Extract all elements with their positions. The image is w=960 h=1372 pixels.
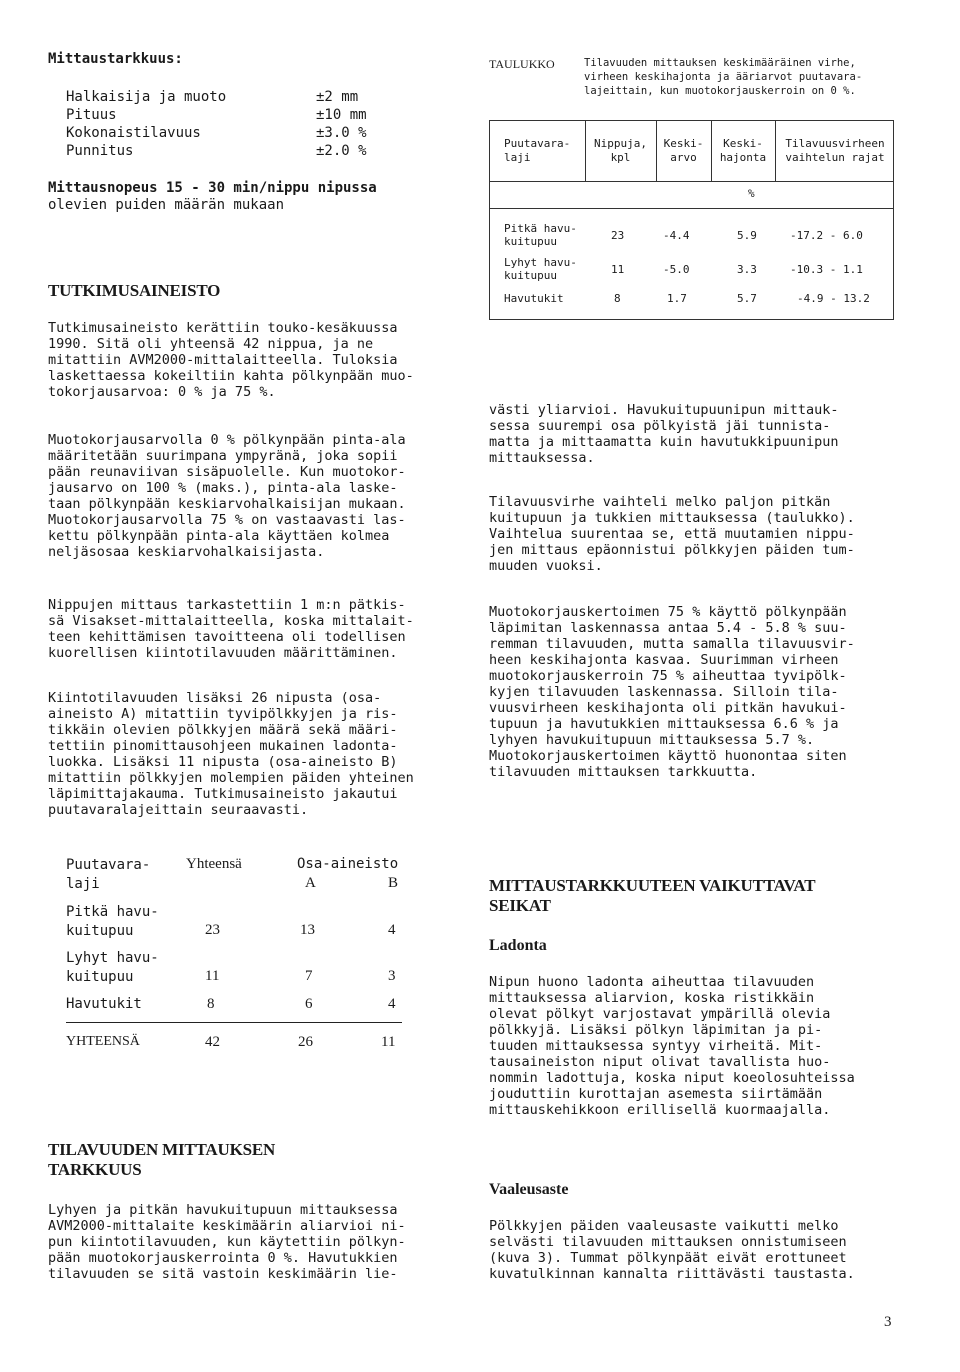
paragraph: Tilavuusvirhe vaihteli melko paljon pitkän kuitupuun ja tukkien mittauksessa (taulukko). Vaihtelua suurentaa se, että muutamien nippu- jen mittaus epäonnistui pölkkyjen päiden tum- muuden vuoksi. — [489, 494, 855, 574]
table-label: TAULUKKO — [489, 57, 555, 71]
table-cell: -10.3 - 1.1 — [790, 263, 863, 276]
table-cell: 5.7 — [737, 292, 757, 305]
table-cell: 1.7 — [667, 292, 687, 305]
species-row-a: 13 — [300, 922, 315, 938]
table-unit: % — [748, 187, 755, 200]
species-header-subset: Osa-aineisto — [297, 856, 399, 872]
subsection-title-ladonta: Ladonta — [489, 937, 547, 954]
species-row-b: 3 — [388, 968, 396, 984]
table-header: Keski- hajonta — [719, 137, 767, 164]
accuracy-row: Pituus ±10 mm — [66, 107, 367, 123]
paragraph: Nipun huono ladonta aiheuttaa tilavuuden mittauksessa aliarvion, koska ristikkäin olevat pölkyt varjostavat ympärillä olevia pölkkyjä. Lisäksi pölkyn läpimitan ja pi- tuuden mittauksessa syntyy virheitä. Mit- tausaineiston niput olivat tavallista huo- nommin ladottuja, koska niput koeolosuhteissa jouduttiin kurottajan asemesta siirtämään mittauskehikkoon erillisellä kuormaajalla. — [489, 974, 855, 1118]
species-header-total: Yhteensä — [186, 856, 242, 872]
species-header-b: B — [388, 875, 399, 891]
table-cell: 23 — [611, 229, 625, 242]
table-header: Nippuja, kpl — [594, 137, 647, 164]
table-cell: -17.2 - 6.0 — [790, 229, 863, 242]
section-title-tutkimusaineisto: TUTKIMUSAINEISTO — [48, 281, 221, 300]
paragraph: Tutkimusaineisto kerättiin touko-kesäkuussa 1990. Sitä oli yhteensä 42 nippua, ja ne mitattiin AVM2000-mittalaitteella. Tuloksia laskettaessa kokeiltiin kahta pölkynpään muo- tokorjausarvoa: 0 % ja 75 %. — [48, 320, 414, 400]
species-row-b: 4 — [388, 922, 396, 938]
table-row-label: Pitkä havu- kuitupuu — [504, 222, 577, 248]
species-row-total: 8 — [207, 996, 215, 1012]
table-cell: -5.0 — [663, 263, 690, 276]
accuracy-row: Kokonaistilavuus ±3.0 % — [66, 125, 367, 141]
table-cell: -4.9 - 13.2 — [797, 292, 870, 305]
table-header: Keski- arvo — [663, 137, 704, 164]
page-number: 3 — [884, 1314, 892, 1330]
species-row-a: 6 — [305, 996, 313, 1012]
paragraph: Kiintotilavuuden lisäksi 26 nipusta (osa- aineisto A) mitattiin tyvipölkkyjen ja ris- tikkäin olevien pölkkyjen määrä sekä määri- tettiin pinomittausohjeen mukainen ladonta- luokka. Lisäksi 11 nipusta (osa-aineisto B) mitattiin pölkkyjen molempien päiden yhteinen läpimittajakauma. Tutkimusaineisto jakautui puutavaralajeittain seuraavasti. — [48, 690, 414, 818]
paragraph: Muotokorjausarvolla 0 % pölkynpään pinta-ala määritetään suurimpana ympyränä, joka sopii pään reunaviivan sisäpuolelle. Kun muotokor- jausarvo on 100 % (maks.), pinta-ala laske- taan pölkynpään keskiarvohalkaisijan mukaan. Muotokorjausarvolla 75 % on vastaavasti las- kettu pölkynpään pinta-ala käyttäen kolmea neljäsosaa keskiarvohalkaisijasta. — [48, 432, 406, 560]
species-table-rule — [66, 1022, 402, 1023]
table-caption: Tilavuuden mittauksen keskimääräinen virhe, virheen keskihajonta ja ääriarvot puutavara- lajeittain, kun muotokorjauskerroin on 0 %. — [584, 57, 863, 97]
species-row-name: Havutukit — [66, 996, 142, 1012]
table-header: Puutavara- laji — [504, 137, 571, 164]
species-sum-label: YHTEENSÄ — [66, 1034, 140, 1049]
species-row-name: Lyhyt havu- kuitupuu — [66, 950, 159, 985]
accuracy-row: Punnitus ±2.0 % — [66, 143, 367, 159]
species-row-b: 4 — [388, 996, 396, 1012]
species-row-name: Pitkä havu- kuitupuu — [66, 904, 159, 939]
speed-text: Mittausnopeus 15 - 30 min/nippu nipussa olevien puiden määrän mukaan — [48, 180, 377, 213]
subsection-title-vaaleusaste: Vaaleusaste — [489, 1181, 569, 1198]
paragraph: Muotokorjauskertoimen 75 % käyttö pölkynpään läpimitan laskennassa antaa 5.4 - 5.8 % suu- remman tilavuuden, mutta samalla tilavuusvir- heen keskihajonta kasvaa. Suurimman virheen muotokorjauskerroin 75 % aiheuttaa tyvipölk- kyjen tilavuuden laskennassa. Silloin tila- vuusvirheen keskihajonta oli pitkän havukui- tupuun ja havutukkien mittauksessa 6.6 % ja lyhyen havukuitupuun mittauksessa 5.7 %. Muotokorjauskertoimen käyttö huonontaa siten tilavuuden mittauksen tarkkuutta. — [489, 604, 855, 780]
table-cell: -4.4 — [663, 229, 690, 242]
species-header-a: A — [305, 875, 316, 891]
table-row-label: Lyhyt havu- kuitupuu — [504, 256, 577, 282]
accuracy-row: Halkaisija ja muoto ±2 mm — [66, 89, 359, 105]
table-row-label: Havutukit — [504, 292, 564, 305]
species-header-col1: Puutavara- laji — [66, 857, 151, 892]
species-row-total: 23 — [205, 922, 220, 938]
section-title-tilavuuden-tarkkuus: TILAVUUDEN MITTAUKSEN TARKKUUS — [48, 1140, 276, 1179]
table-cell: 5.9 — [737, 229, 757, 242]
species-sum-b: 11 — [381, 1034, 396, 1050]
paragraph: västi yliarvioi. Havukuitupuunipun mittauk- sessa suurempi osa pölkyistä jäi tunnista- matta ja mittaamatta kuin havutukkipuunipun mittauksessa. — [489, 402, 839, 466]
table-header: Tilavuusvirheen vaihtelun rajat — [785, 137, 885, 164]
species-row-total: 11 — [205, 968, 220, 984]
table-cell: 8 — [614, 292, 621, 305]
species-row-a: 7 — [305, 968, 313, 984]
species-sum-total: 42 — [205, 1034, 220, 1050]
paragraph: Nippujen mittaus tarkastettiin 1 m:n pätkis- sä Visakset-mittalaitteella, koska mittalait- teen kehittämisen tavoitteena oli todellisen kuorellisen kiintotilavuuden määrittäminen. — [48, 597, 414, 661]
paragraph: Lyhyen ja pitkän havukuitupuun mittauksessa AVM2000-mittalaite keskimäärin aliarvioi ni- pun kiintotilavuuden, kun käytettiin pölkyn- pään muotokorjauskerrointa 0 %. Havutukkien tilavuuden se sitä vastoin keskimäärin lie- — [48, 1202, 406, 1282]
section-title-seikat: MITTAUSTARKKUUTEEN VAIKUTTAVAT SEIKAT — [489, 876, 816, 915]
accuracy-title: Mittaustarkkuus: — [48, 51, 183, 67]
table-cell: 3.3 — [737, 263, 757, 276]
volume-error-table — [489, 120, 894, 320]
species-sum-a: 26 — [298, 1034, 313, 1050]
table-cell: 11 — [611, 263, 625, 276]
paragraph: Pölkkyjen päiden vaaleusaste vaikutti melko selvästi tilavuuden mittauksen onnistumiseen (kuva 3). Tummat pölkynpäät eivät erottuneet kuvatulkinnan kannalta riittävästi taustasta. — [489, 1218, 855, 1282]
